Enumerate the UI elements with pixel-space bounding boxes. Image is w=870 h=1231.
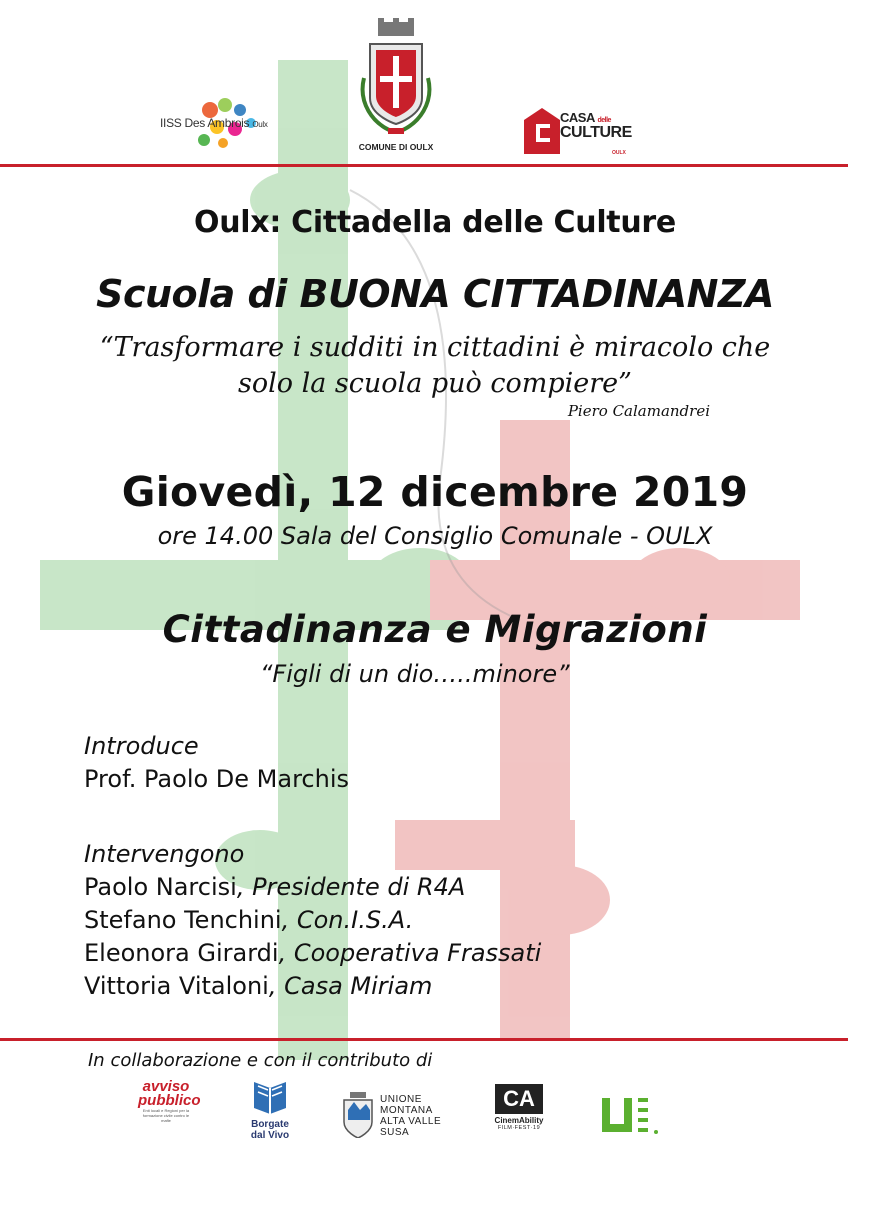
crest-icon <box>350 18 442 142</box>
unione-montana-logo <box>342 1092 452 1140</box>
subtitle: Oulx: Cittadella delle Culture <box>194 205 676 240</box>
casa-mark-icon <box>524 108 560 154</box>
unione-text: UNIONE MONTANA ALTA VALLE SUSA <box>380 1094 442 1138</box>
casa-logo-line1: CASA delle <box>560 110 611 125</box>
quote-line-2: solo la scuola può compiere” <box>238 368 632 399</box>
casa-logo-oulx: OULX <box>612 150 626 156</box>
speaker-item: Vittoria Vitaloni, Casa Miriam <box>84 972 433 1000</box>
iiss-logo-text: IISS Des Ambrois Oulx <box>160 116 268 130</box>
ue-mark-icon <box>598 1094 670 1144</box>
top-divider <box>0 164 848 167</box>
quote <box>60 330 810 402</box>
event-topic-subtitle: “Figli di un dio…..minore” <box>260 660 570 688</box>
speaker-item: Paolo Narcisi, Presidente di R4A <box>84 873 466 901</box>
event-title: Scuola di BUONA CITTADINANZA <box>96 272 774 316</box>
ue-green-logo <box>598 1094 670 1144</box>
speaker-item: Eleonora Girardi, Cooperativa Frassati <box>84 939 542 967</box>
casa-delle-culture-logo <box>522 104 642 160</box>
borgate-dal-vivo-logo: Borgate dal Vivo <box>240 1076 300 1144</box>
introduce-label: Introduce <box>84 732 199 760</box>
cinemability-mark: CA <box>495 1084 543 1114</box>
intervengono-label: Intervengono <box>84 840 245 868</box>
borgate-book-icon <box>248 1076 292 1114</box>
event-time-place: ore 14.00 Sala del Consiglio Comunale - OULX <box>157 522 713 550</box>
comune-label: COMUNE DI OULX <box>358 142 434 152</box>
quote-line-1: “Trasformare i sudditi in cittadini è miracolo che <box>99 332 771 363</box>
comune-di-oulx-crest <box>350 18 442 158</box>
speakers-block <box>84 730 541 1003</box>
introducer-name: Prof. Paolo De Marchis <box>84 765 350 793</box>
event-topic: Cittadinanza e Migrazioni <box>162 608 708 651</box>
speaker-item: Stefano Tenchini, Con.I.S.A. <box>84 906 414 934</box>
unione-crest-icon <box>342 1092 374 1138</box>
iiss-des-ambrois-logo <box>158 96 288 156</box>
cinemability-logo: CA CinemAbility FILM·FEST·19 <box>494 1086 544 1131</box>
avviso-pubblico-logo: avviso pubblico Enti locali e Regioni per la formazione civile contro le mafie <box>138 1078 201 1123</box>
quote-author: Piero Calamandrei <box>567 402 710 420</box>
event-date: Giovedì, 12 dicembre 2019 <box>121 468 749 516</box>
casa-logo-line2: CULTURE <box>560 124 632 141</box>
bottom-divider <box>0 1038 848 1041</box>
collaboration-text: In collaborazione e con il contributo di <box>88 1050 433 1071</box>
